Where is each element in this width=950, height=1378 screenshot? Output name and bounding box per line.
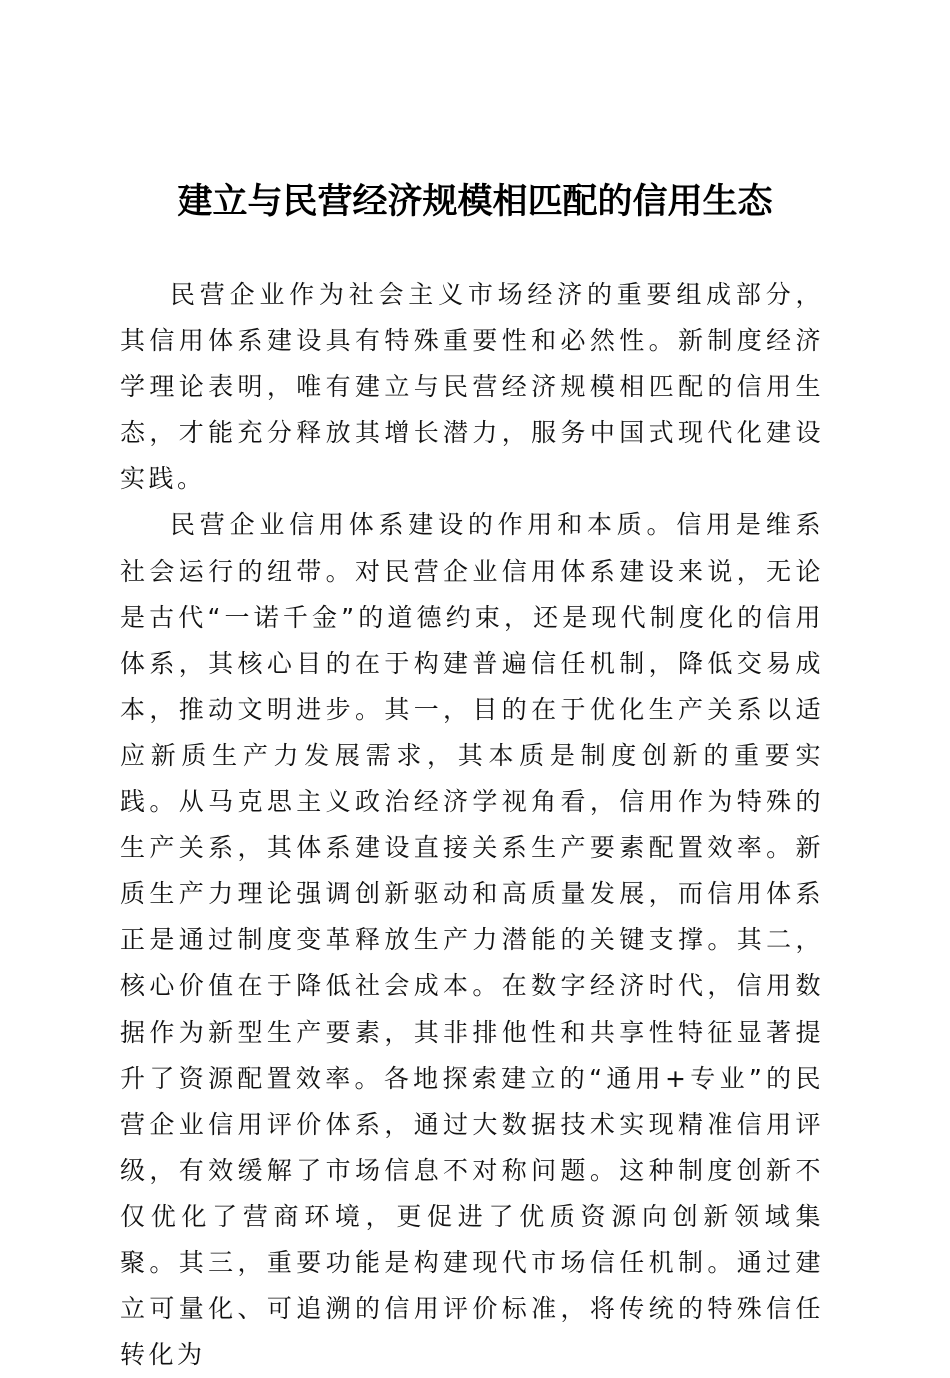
document-title: 建立与民营经济规模相匹配的信用生态	[177, 181, 773, 222]
paragraph: 民营企业信用体系建设的作用和本质。信用是维系社会运行的纽带。对民营企业信用体系建设来说，无论是古代“一诺千金”的道德约束，还是现代制度化的信用体系，其核心目的在于构建普遍信任机制，降低交易成本，推动文明进步。其一，目的在于优化生产关系以适应新质生产力发展需求，其本质是制度创新的重要实践。从马克思主义政治经济学视角看，信用作为特殊的生产关系，其体系建设直接关系生产要素配置效率。新质生产力理论强调创新驱动和高质量发展，而信用体系正是通过制度变革释放生产力潜能的关键支撑。其二，核心价值在于降低社会成本。在数字经济时代，信用数据作为新型生产要素，其非排他性和共享性特征显著提升了资源配置效率。各地探索建立的“通用+专业”的民营企业信用评价体系，通过大数据技术实现精准信用评级，有效缓解了市场信息不对称问题。这种制度创新不仅优化了营商环境，更促进了优质资源向创新领域集聚。其三，重要功能是构建现代市场信任机制。通过建立可量化、可追溯的信用评价标准，将传统的特殊信任转化为	[120, 510, 824, 1370]
paragraph: 民营企业作为社会主义市场经济的重要组成部分，其信用体系建设具有特殊重要性和必然性。新制度经济学理论表明，唯有建立与民营经济规模相匹配的信用生态，才能充分释放其增长潜力，服务中国式现代化建设实践。	[120, 280, 824, 494]
document-body	[120, 272, 824, 1378]
